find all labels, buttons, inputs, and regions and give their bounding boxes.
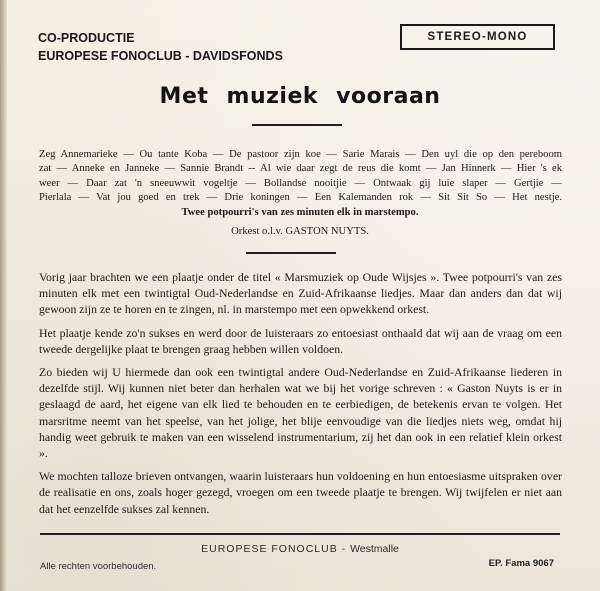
publisher-city: Westmalle — [350, 543, 399, 555]
title-divider — [252, 124, 342, 126]
liner-paragraph: Vorig jaar brachten we een plaatje onder de titel « Marsmuziek op Oude Wijsjes ». Twee potpourri's van zes minuten elk met een twintigtal Oud-Nederlandse en Zuid-Afrikaanse liedjes. Maar dan anders dan dat wij gewoon zijn ze te horen en te zingen, nl. in marstempo met een opwekkend orkest. — [39, 270, 562, 317]
catalog-number: EP. Fama 9067 — [488, 558, 554, 569]
rights-notice: Alle rechten voorbehouden. — [40, 561, 157, 572]
orchestra-credit: Orkest o.l.v. GASTON NUYTS. — [231, 226, 369, 237]
liner-paragraph: We mochten talloze brieven ontvangen, waarin luisteraars hun voldoening en hun entoesiasme uitspraken over de realisatie en ons, zoals hoger gezegd, vroegen om een tweede plaatje te brengen. Wij twijfelen er niet aan dat het eenzelfde sukses zal kennen. — [39, 469, 562, 516]
publishers-label: EUROPESE FONOCLUB - DAVIDSFONDS — [38, 49, 283, 63]
stereo-mono-badge — [400, 24, 555, 50]
song-list-line: zat — Anneke en Janneke — Sannie Brandt -- Al wie daar zegt de reus die komt — Jan Hinnerk — Hier 's ek — [39, 163, 562, 175]
footer-divider — [40, 533, 560, 535]
song-list-line: Pierlala — Vat jou goed en trek — Drie koningen — Een Kalemanden rok — Sit Sit So — Het nestje. — [39, 192, 562, 204]
publisher-footer — [0, 543, 600, 555]
song-list — [39, 148, 562, 206]
stereo-mono-label: STEREO-MONO — [427, 31, 528, 43]
co-production-label: CO-PRODUCTIE — [38, 31, 135, 45]
liner-paragraph: Het plaatje kende zo'n sukses en werd door de luisteraars zo entoesiast onthaald dat wij aan de vraag om een tweede dergelijke plaat te brengen graag hebben willen voldoen. — [39, 325, 562, 356]
liner-notes — [39, 269, 562, 524]
publisher-separator: - — [337, 543, 351, 555]
section-divider — [246, 252, 336, 254]
song-list-line: weer — Daar zat 'n sneeuwwit vogeltje — Bollandse nooitjie — Ontwaak gij luie slaper — Gertjie — — [39, 177, 562, 189]
potpourri-note: Twee potpourri's van zes minuten elk in marstempo. — [181, 207, 419, 218]
co-production-header — [38, 29, 283, 65]
album-title: Met muziek vooraan — [159, 84, 441, 109]
publisher-name: EUROPESE FONOCLUB — [201, 543, 338, 555]
song-list-line: Zeg Annemarieke — Ou tante Koba — De pastoor zijn koe — Sarie Marais — Den uyl die op den pereboom — [39, 149, 562, 160]
liner-paragraph: Zo bieden wij U hiermede dan ook een twintigtal andere Oud-Nederlandse en Zuid-Afrikaanse liederen in dezelfde stijl. Wij kunnen niet beter dan herhalen wat we bij het vorige schreven : « Gaston Nuyts is er in geslaagd de aard, het eigene van elk lied te behouden en te eerbiedigen, de betekenis ervan te volgen. Het marsritme neemt van het speelse, van het jolige, het blije eenvoudige van die liedjes niets weg, omdat hij handig weet gebruik te maken van een wisselend instrumentarium, zij het dan ook in een relatief klein orkest ». — [39, 365, 562, 461]
